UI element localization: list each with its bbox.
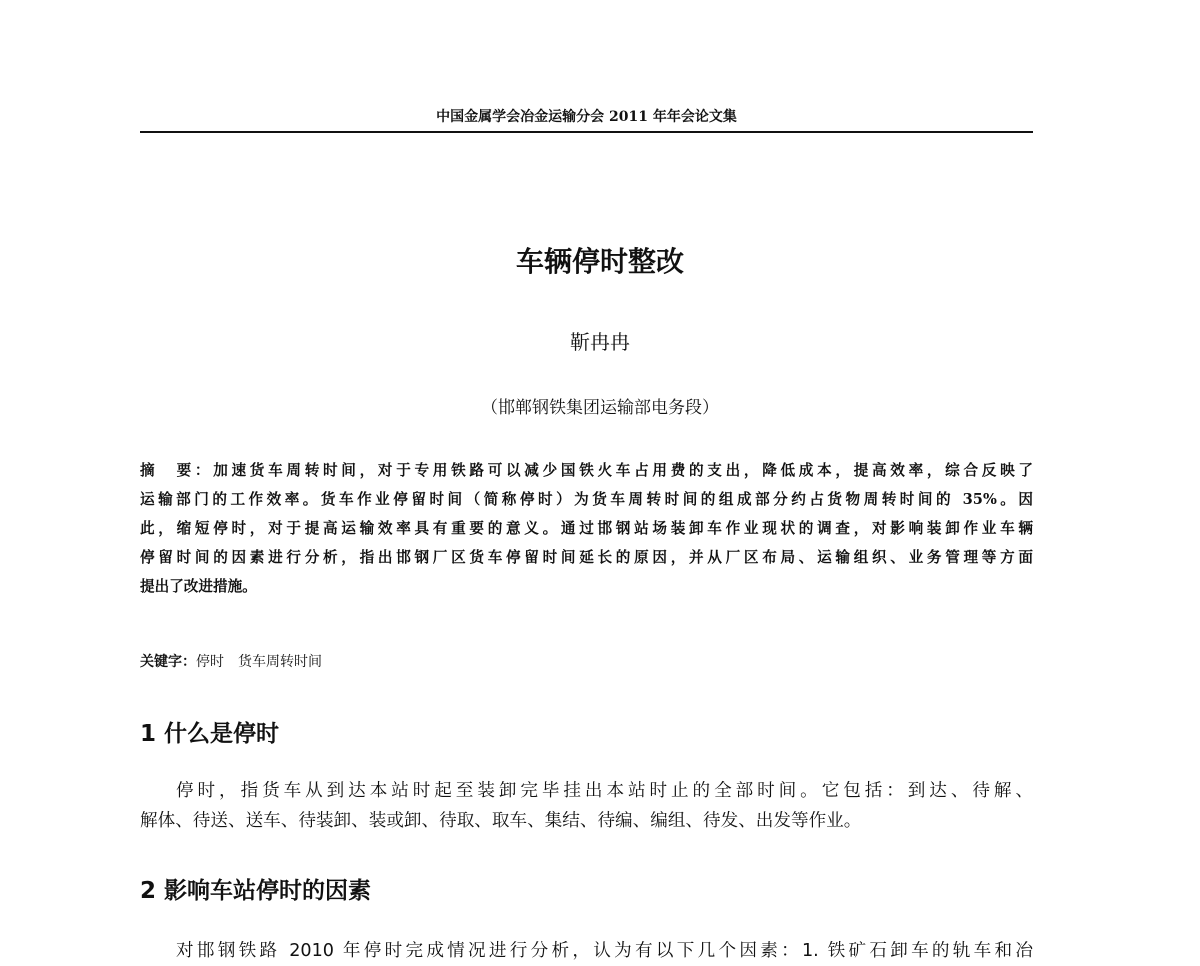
abstract-line: 提出了改进措施。 <box>140 578 257 595</box>
body-line: 停时，指货车从到达本站时起至装卸完毕挂出本站时止的全部时间。它包括：到达、待解、 <box>176 781 1033 801</box>
section-body <box>140 776 1033 836</box>
abstract-line: 运输部门的工作效率。货车作业停留时间（简称停时）为货车周转时间的组成部分约占货物周转时间的 35%。因 <box>140 491 1033 508</box>
abstract-label: 摘 要： <box>140 462 214 479</box>
affiliation: （邯郸钢铁集团运输部电务段） <box>481 398 719 418</box>
abstract <box>140 456 1033 601</box>
paper-title: 车辆停时整改 <box>515 245 684 278</box>
keywords-value: 停时 货车周转时间 <box>196 654 322 670</box>
body-line: 对邯钢铁路 2010 年停时完成情况进行分析，认为有以下几个因素：1. 铁矿石卸车的轨车和冶 <box>176 941 1033 961</box>
body-line: 解体、待送、送车、待装卸、装或卸、待取、取车、集结、待编、编组、待发、出发等作业。 <box>140 811 862 831</box>
section-body <box>140 936 1033 966</box>
section-heading: 2 影响车站停时的因素 <box>140 878 372 904</box>
abstract-line: 摘 要：加速货车周转时间，对于专用铁路可以减少国铁火车占用费的支出，降低成本，提高效率，综合反映了 <box>140 462 1033 479</box>
author: 靳冉冉 <box>570 330 630 354</box>
running-header: 中国金属学会冶金运输分会 2011 年年会论文集 <box>436 109 737 125</box>
abstract-line: 此，缩短停时，对于提高运输效率具有重要的意义。通过邯钢站场装卸车作业现状的调查，对影响装卸作业车辆 <box>140 520 1033 537</box>
header-rule <box>140 131 1033 133</box>
abstract-line: 停留时间的因素进行分析，指出邯钢厂区货车停留时间延长的原因，并从厂区布局、运输组织、业务管理等方面 <box>140 549 1033 566</box>
keywords-label: 关键字： <box>140 654 196 670</box>
keywords <box>140 651 322 671</box>
section-heading: 1 什么是停时 <box>140 721 280 747</box>
